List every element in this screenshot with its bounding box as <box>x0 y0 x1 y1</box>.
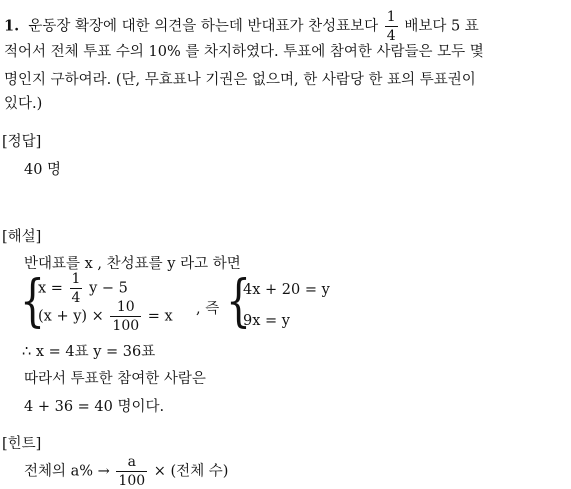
equation-1-fraction-denominator: 4 <box>71 290 81 306</box>
answer-value: 40 명 <box>24 162 62 178</box>
equation-3: 4x + 20 = y <box>243 282 330 298</box>
equation-2-lhs: (x + y) × <box>38 308 104 325</box>
problem-fraction-numerator: 1 <box>386 9 396 25</box>
left-brace: { <box>20 269 45 334</box>
hint-fraction-numerator: a <box>127 454 136 470</box>
hint-text-b: × (전체 수) <box>153 463 229 480</box>
explanation-result: 4 + 36 = 40 명이다. <box>24 399 165 415</box>
connector-text: , 즉 <box>196 301 220 317</box>
equation-1-fraction-numerator: 1 <box>71 271 81 287</box>
answer-header: [정답] <box>2 134 42 150</box>
therefore-line: ∴ x = 4표 y = 36표 <box>22 344 156 360</box>
equation-1-lhs: x = <box>38 280 63 297</box>
equation-2-fraction <box>110 300 141 333</box>
problem-fraction <box>385 10 398 43</box>
hint-header: [힌트] <box>2 436 42 452</box>
hint-fraction <box>116 455 147 488</box>
equation-2-fraction-numerator: 10 <box>116 299 135 315</box>
problem-text-1b: 배보다 5 표 <box>404 18 479 35</box>
equation-2-rhs: = x <box>147 308 173 325</box>
problem-line-3: 명인지 구하여라. (단, 무효표나 기권은 없으며, 한 사람당 한 표의 투표권이 <box>4 72 476 88</box>
problem-number: 1. <box>4 17 20 35</box>
problem-line-4: 있다.) <box>4 96 43 112</box>
explanation-follow: 따라서 투표한 참여한 사람은 <box>24 371 206 387</box>
hint-text-a: 전체의 a% → <box>24 463 110 480</box>
problem-line-2: 적어서 전체 투표 수의 10% 를 차지하였다. 투표에 참여한 사람들은 모두 몇 <box>4 44 484 60</box>
right-brace: { <box>226 269 251 334</box>
equation-1-rhs: y − 5 <box>89 280 128 297</box>
equation-2 <box>38 300 173 333</box>
problem-text-1a: 운동장 확장에 대한 의견을 하는데 반대표가 찬성표보다 <box>28 18 379 35</box>
problem-fraction-denominator: 4 <box>386 28 396 44</box>
hint-line <box>24 455 228 488</box>
explanation-header: [해설] <box>2 229 42 245</box>
equation-2-fraction-denominator: 100 <box>112 318 140 334</box>
equation-4: 9x = y <box>243 313 290 329</box>
explanation-intro: 반대표를 x , 찬성표를 y 라고 하면 <box>24 256 241 272</box>
problem-line-1 <box>4 10 479 43</box>
hint-fraction-denominator: 100 <box>118 473 146 489</box>
